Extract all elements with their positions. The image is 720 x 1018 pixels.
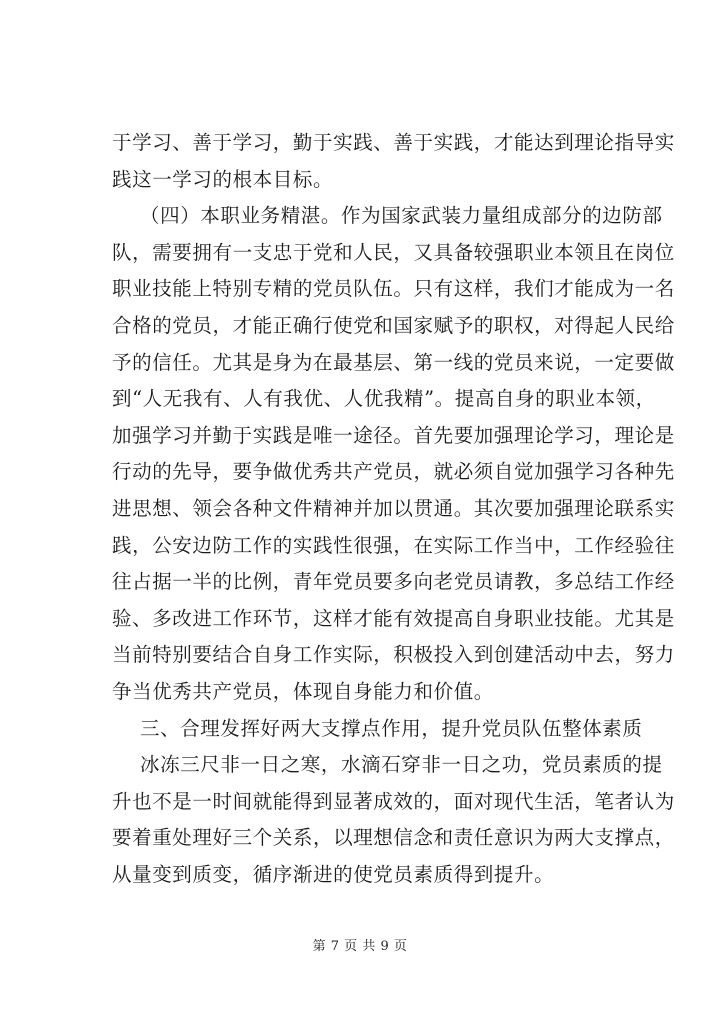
text-line: 从量变到质变，循序渐进的使党员素质得到提升。 xyxy=(112,862,555,886)
text-line: 践这一学习的根本目标。 xyxy=(112,167,334,191)
text-line: 争当优秀共产党员，体现自身能力和价值。 xyxy=(112,679,494,703)
text-line: 加强学习并勤于实践是唯一途径。首先要加强理论学习，理论是 xyxy=(112,423,675,447)
text-line: 要着重处理好三个关系，以理想信念和责任意识为两大支撑点， xyxy=(112,826,675,850)
text-line: 升也不是一时间就能得到显著成效的，面对现代生活，笔者认为 xyxy=(112,789,675,813)
text-line: 到“人无我有、人有我优、人优我精”。提高自身的职业本领， xyxy=(112,387,656,411)
text-line: 职业技能上特别专精的党员队伍。只有这样，我们才能成为一名 xyxy=(112,277,675,301)
text-line: 予的信任。尤其是身为在最基层、第一线的党员来说，一定要做 xyxy=(112,350,675,374)
text-line: 于学习、善于学习，勤于实践、善于实践，才能达到理论指导实 xyxy=(112,131,675,154)
text-line: 三、合理发挥好两大支撑点作用，提升党员队伍整体素质 xyxy=(140,716,643,740)
text-line: 往占据一半的比例，青年党员要多向老党员请教，多总结工作经 xyxy=(112,570,675,594)
text-line: 进思想、领会各种文件精神并加以贯通。其次要加强理论联系实 xyxy=(112,496,675,520)
text-line: 合格的党员，才能正确行使党和国家赋予的职权，对得起人民给 xyxy=(112,313,675,337)
text-line: 队，需要拥有一支忠于党和人民，又具备较强职业本领且在岗位 xyxy=(112,240,675,264)
text-line: 当前特别要结合自身工作实际，积极投入到创建活动中去，努力 xyxy=(112,643,675,667)
page-footer: 第 7 页 共 9 页 xyxy=(312,939,408,954)
text-line: 冰冻三尺非一日之寒，水滴石穿非一日之功，党员素质的提 xyxy=(140,753,663,777)
body-text xyxy=(112,125,675,893)
text-line: 验、多改进工作环节，这样才能有效提高自身职业技能。尤其是 xyxy=(112,606,675,630)
text-line: 践，公安边防工作的实践性很强，在实际工作当中，工作经验往 xyxy=(112,533,675,557)
text-line: 行动的先导，要争做优秀共产党员，就必须自觉加强学习各种先 xyxy=(112,460,675,484)
text-line: （四）本职业务精湛。作为国家武装力量组成部分的边防部 xyxy=(140,204,663,228)
